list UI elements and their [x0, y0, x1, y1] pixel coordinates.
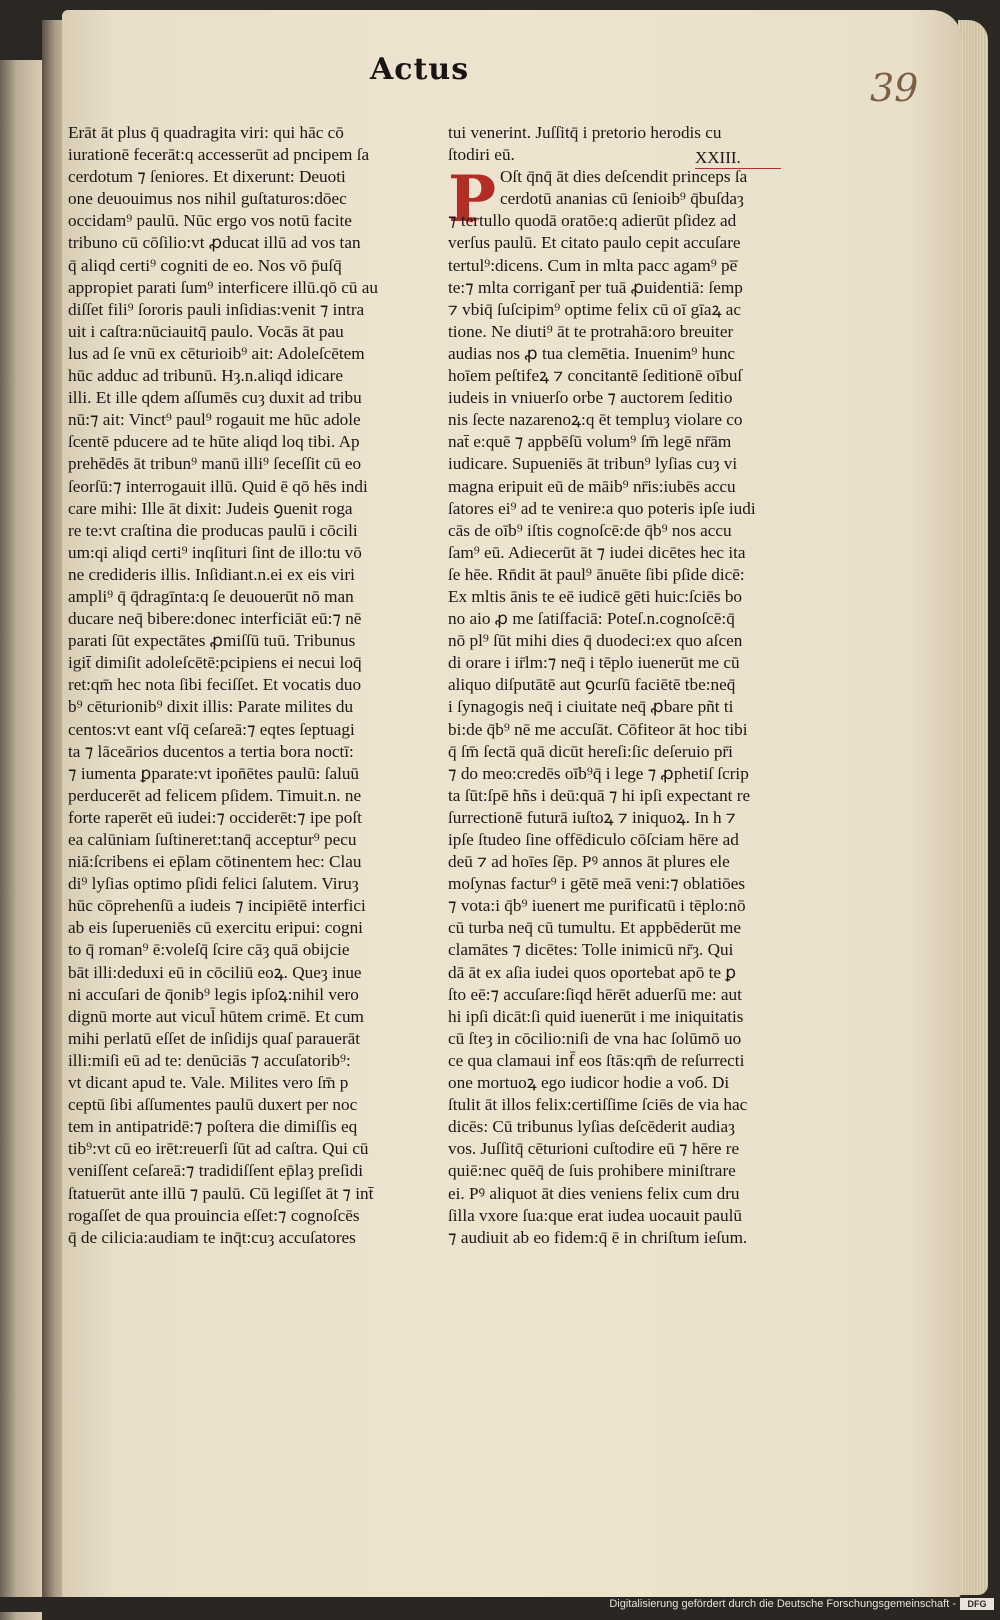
text-line: tribuno cū cōſilio:vt ꝓducat illū ad vos tan [68, 233, 361, 253]
page-header-title: Actus [370, 52, 470, 87]
text-line: vos. Juſſitq̄ cēturioni cuſtodire eū ⁊ hēre re [448, 1139, 740, 1159]
text-line: ei. Pꝰ aliquot āt dies veniens felix cum dru [448, 1183, 740, 1203]
text-line: occidam⁹ paulū. Nūc ergo vos notū facite [68, 211, 352, 231]
text-line: quiē:nec quēq̄ de ſuis prohibere miniſtrare [448, 1161, 736, 1181]
text-line: tui venerint. Juſſitq̄ i pretorio herodis cu [448, 123, 722, 142]
digitization-credit: Digitalisierung gefördert durch die Deutsche Forschungsgemeinschaft - [609, 1598, 956, 1610]
text-line: hūc adduc ad tribunū. Hȝ.n.aliqd idicare [68, 366, 344, 386]
text-line: di orare i ir̄lm:⁊ neq̄ i tēplo iuenerūt me cū [448, 653, 740, 673]
text-line: re te:vt craſtina die producas paulū i cōcili [68, 520, 358, 540]
text-line: ⁊ audiuit ab eo fidem:q̄ ē in chriſtum ieſum. [448, 1227, 748, 1247]
text-line: dignū morte aut vicul̄ hūtem crimē. Et cum [68, 1006, 364, 1026]
text-line: iudicare. Supueniēs āt tribun⁹ lyſias cuȝ vi [448, 454, 738, 474]
text-line: ⁊ iumenta ꝑparate:vt ipon̄ētes paulū: ſaluū [68, 763, 360, 783]
text-line: ipſe ſtudeo ſine offēdiculo cōſciam hēre ad [448, 830, 739, 849]
text-line: ſtatuerūt ante illū ⁊ paulū. Cū legiſſet āt ⁊ int̄ [68, 1183, 374, 1203]
text-line: um:qi aliqd certi⁹ inqſituri ſint de illo:tu vō [68, 542, 362, 562]
text-line: ampli⁹ q̄ q̄dragīnta:q ſe deuouerūt nō man [68, 586, 354, 606]
text-line: ſtodiri eū. [448, 145, 515, 165]
text-line: ret:qm̄ hec nota ſibi feciſſet. Et vocatis duo [68, 675, 362, 695]
text-line: nū:⁊ ait: Vinct⁹ paul⁹ rogauit me hūc adole [68, 410, 361, 430]
text-line: veniſſent ceſareā:⁊ tradidiſſent ep̄laȝ preſidi [68, 1161, 363, 1181]
text-line: ⁊ vbiq̄ ſuſcipim⁹ optime felix cū oī gīaꝝ ac [448, 299, 742, 319]
text-line: ſam⁹ eū. Adiecerūt āt ⁊ iudei dicētes hec ita [448, 542, 746, 562]
text-line: illi:miſi eū ad te: denūciās ⁊ accuſatorib⁹: [68, 1050, 351, 1070]
text-line: ⁊ tertullo quodā oratōe:q adierūt pſidez ad [448, 211, 737, 231]
text-line: uit i caſtra:nūciauitq̄ paulo. Vocās āt pau [68, 321, 344, 341]
text-line: hoīem peſtifeꝝ ⁊ concitantē ſeditionē oībuſ [448, 366, 743, 386]
text-line: diſſet fili⁹ ſororis pauli inſidias:venit ⁊ intra [68, 299, 365, 319]
text-line: ſurrectionē futurā iuſtoꝝ ⁊ iniquoꝝ. In h ⁊ [448, 807, 736, 827]
left-text-column [68, 122, 413, 1249]
text-line: q̄ ſm̄ ſectā quā dicūt hereſi:ſic deſeruio pr̄i [448, 741, 733, 761]
text-line: aliquo diſputātē aut ꝯcurſū faciētē tbe:neq̄ [448, 675, 736, 695]
text-line: tertul⁹:dicens. Cum in mlta pacc agam⁹ pe̅ [448, 255, 738, 275]
text-line: ſatores ei⁹ ad te venire:a quo poteris ipſe iudi [448, 498, 756, 518]
text-line: ſe hēe. Rn̄dit āt paul⁹ ānuēte ſibi pſide dicē: [448, 564, 745, 584]
decorated-initial: P [448, 162, 497, 237]
text-line: hi ipſi dicāt:ſi quid iuenerūt i me iniquitatis [448, 1006, 744, 1026]
text-line: lus ad ſe vnū ex cēturioib⁹ ait: Adoleſcētem [68, 343, 365, 363]
text-line: q̄ de cilicia:audiam te inq̄t:cuȝ accuſatores [68, 1227, 356, 1247]
text-line: prehēdēs āt tribun⁹ manū illi⁹ ſeceſſit cū eo [68, 454, 362, 474]
text-line: tem in antipatridē:⁊ poſtera die dimiſſis eq [68, 1117, 358, 1137]
text-line: ſcentē pducere ad te hūte aliqd loq tibi. Ap [68, 432, 360, 452]
text-line: rogaſſet de qua prouincia eſſet:⁊ cognoſcēs [68, 1205, 360, 1225]
text-line: nis ſecte nazarenoꝝ:q ēt templuȝ violare co [448, 410, 743, 430]
text-line: centos:vt eant vſq̄ ceſareā:⁊ eqtes ſeptuagi [68, 719, 355, 739]
text-line: ducare neq̄ bibere:donec interficiāt eū:⁊ nē [68, 609, 362, 629]
text-line: moſynas factur⁹ i gētē meā veni:⁊ oblatiōes [448, 874, 746, 894]
text-line: clamātes ⁊ dicētes: Tolle inimicū nr̄ȝ. Qui [448, 940, 734, 960]
text-line: mihi perlatū eſſet de inſidijs quaſ parauerāt [68, 1028, 361, 1048]
text-line: forte raperēt eū iudei:⁊ occiderēt:⁊ ipe poſt [68, 807, 362, 827]
text-line: bāt illi:deduxi eū in cōciliū eoꝝ. Queȝ inue [68, 962, 362, 982]
text-line: ce qua clamaui inf̄ eos ſtās:qm̄ de reſurrecti [448, 1050, 745, 1070]
right-text-column [448, 122, 813, 1249]
text-line: nō pl⁹ ſūt mihi dies q̄ duodeci:ex quo aſcen [448, 631, 743, 651]
text-line: tione. Ne diuti⁹ āt te protrahā:oro breuiter [448, 321, 734, 341]
text-line: one mortuoꝝ ego iudicor hodie a voб. Di [448, 1073, 730, 1093]
text-line: cerdotū ananias cū ſenioib⁹ q̄buſdaȝ [500, 189, 744, 209]
text-line: ta ſūt:ſpē hñs i deū:quā ⁊ hi ipſi expectant re [448, 785, 751, 805]
text-line: audias nos ꝓ tua clemētia. Inuenim⁹ hunc [448, 343, 736, 363]
text-line: no aio ꝓ me ſatiſfaciā: Poteſ.n.cognoſcē:q̄ [448, 609, 735, 629]
text-line: illi. Et ille qdem aſſumēs cuȝ duxit ad tribu [68, 388, 362, 408]
previous-page-edge [0, 60, 42, 1620]
text-line: ⁊ do meo:credēs oīb⁹q̄ i lege ⁊ ꝓphetiſ ſcrip [448, 763, 749, 783]
dfg-logo: DFG [960, 1598, 994, 1610]
text-line: cerdotum ⁊ ſeniores. Et dixerunt: Deuoti [68, 167, 346, 187]
text-line: deū ⁊ ad hoīes ſēp. Pꝰ annos āt plures ele [448, 852, 730, 872]
text-line: ceptū ſibi aſſumentes paulū duxert per noc [68, 1095, 358, 1115]
text-line: te:⁊ mlta corrigant̄ per tuā ꝓuidentiā: ſemp [448, 277, 743, 297]
text-line: perducerēt ad felicem pſidem. Timuit.n. ne [68, 785, 362, 805]
text-line: ab eis ſuperueniēs cū exercitu eripui: cogni [68, 918, 363, 938]
text-line: cū ſteȝ in cōcilio:niſi de vna hac ſolūmō uo [448, 1028, 742, 1048]
text-line: iurationē fecerāt:q accesserūt ad pncipem ſa [68, 145, 370, 165]
text-line: magna eripuit eū de māib⁹ nr̄is:iubēs accu [448, 476, 736, 496]
text-line: b⁹ cēturionib⁹ dixit illis: Parate milites du [68, 697, 354, 717]
text-line: ſto eē:⁊ accuſare:ſiqd hērēt aduerſū me: aut [448, 984, 742, 1004]
text-line: di⁹ lyſias optimo pſidi felici ſalutem. Viruȝ [68, 874, 359, 894]
text-line: verſus paulū. Et citato paulo cepit accuſare [448, 233, 741, 253]
chapter-marker: XXIII. [695, 148, 781, 169]
text-line: parati ſūt expectātes ꝓmiſſū tuū. Tribunus [68, 631, 356, 651]
text-line: one deuouimus nos nihil guſtaturos:dōec [68, 189, 347, 209]
text-line: i ſynagogis neq̄ i ciuitate neq̄ ꝓbare pñt ti [448, 697, 734, 717]
text-line: iudeis in vniuerſo orbe ⁊ auctorem ſeditio [448, 388, 733, 408]
text-line: Oſt q̄nq̄ āt dies deſcendit princeps ſa [500, 167, 748, 187]
text-line: cās de oīb⁹ iſtis cognoſcē:de q̄b⁹ nos accu [448, 520, 732, 540]
text-line: dā āt ex aſia iudei quos oportebat apō te ꝑ [448, 962, 737, 982]
text-line: ſtulit āt illos felix:certiſſime ſciēs de via hac [448, 1095, 748, 1115]
text-line: care mihi: Ille āt dixit: Judeis ꝯuenit roga [68, 498, 353, 518]
footer-bar [0, 1597, 1000, 1612]
text-line: bi:de q̄b⁹ nē me accuſāt. Cōfiteor āt hoc tibi [448, 719, 748, 739]
text-line: igit̄ dimiſit adoleſcētē:pcipiens ei necui loq̄ [68, 653, 362, 673]
text-line: ſilla vxore ſua:que erat iudea uocauit paulū [448, 1205, 742, 1225]
text-line: appropiet parati ſum⁹ interficere illū.qō cū au [68, 277, 378, 297]
text-line: ne credideris illis. Inſidiant.n.ei ex eis viri [68, 564, 355, 584]
text-line: niā:ſcribens ei ep̄lam cōtinentem hec: Clau [68, 852, 362, 872]
page-stack-edges [958, 20, 988, 1595]
text-line: dicēs: Cū tribunus lyſias deſcēderit audiaȝ [448, 1117, 735, 1137]
text-line: hūc cōprehenſū a iudeis ⁊ incipiētē interfici [68, 896, 366, 916]
text-line: Erāt āt plus q̄ quadragita viri: qui hāc cō [68, 123, 344, 142]
text-line: ea calūniam ſuſtineret:tanq̄ acceptur⁹ pecu [68, 830, 357, 849]
text-line: ta ⁊ lāceārios ducentos a tertia bora noctī: [68, 741, 354, 761]
text-line: q̄ aliqd certi⁹ cogniti de eo. Nos vō p̄uſq̄ [68, 255, 342, 275]
text-line: ſeorſū:⁊ interrogauit illū. Quid ē qō hēs indi [68, 476, 368, 496]
text-line: tib⁹:vt cū eo irēt:reuerſi ſūt ad caſtra. Qui cū [68, 1139, 369, 1159]
text-line: nat̄ e:quē ⁊ appbēſū volum⁹ ſm̄ legē nr̄ām [448, 432, 732, 452]
text-line: to q̄ roman⁹ ē:voleſq̄ ſcire cāȝ quā obijcie [68, 940, 350, 960]
text-line: Ex mltis ānis te eē iudicē gēti huic:ſciēs bo [448, 586, 743, 606]
text-line: ni accuſari de q̄onib⁹ legis ipſoꝝ:nihil vero [68, 984, 359, 1004]
text-line: vt dicant apud te. Vale. Milites vero ſm̄ p [68, 1073, 349, 1093]
text-line: cū turba neq̄ cū tumultu. Et appbēderūt me [448, 918, 742, 938]
text-line: ⁊ vota:i q̄b⁹ iuenert me purificatū i tēplo:nō [448, 896, 746, 916]
folio-number: 39 [870, 66, 919, 110]
